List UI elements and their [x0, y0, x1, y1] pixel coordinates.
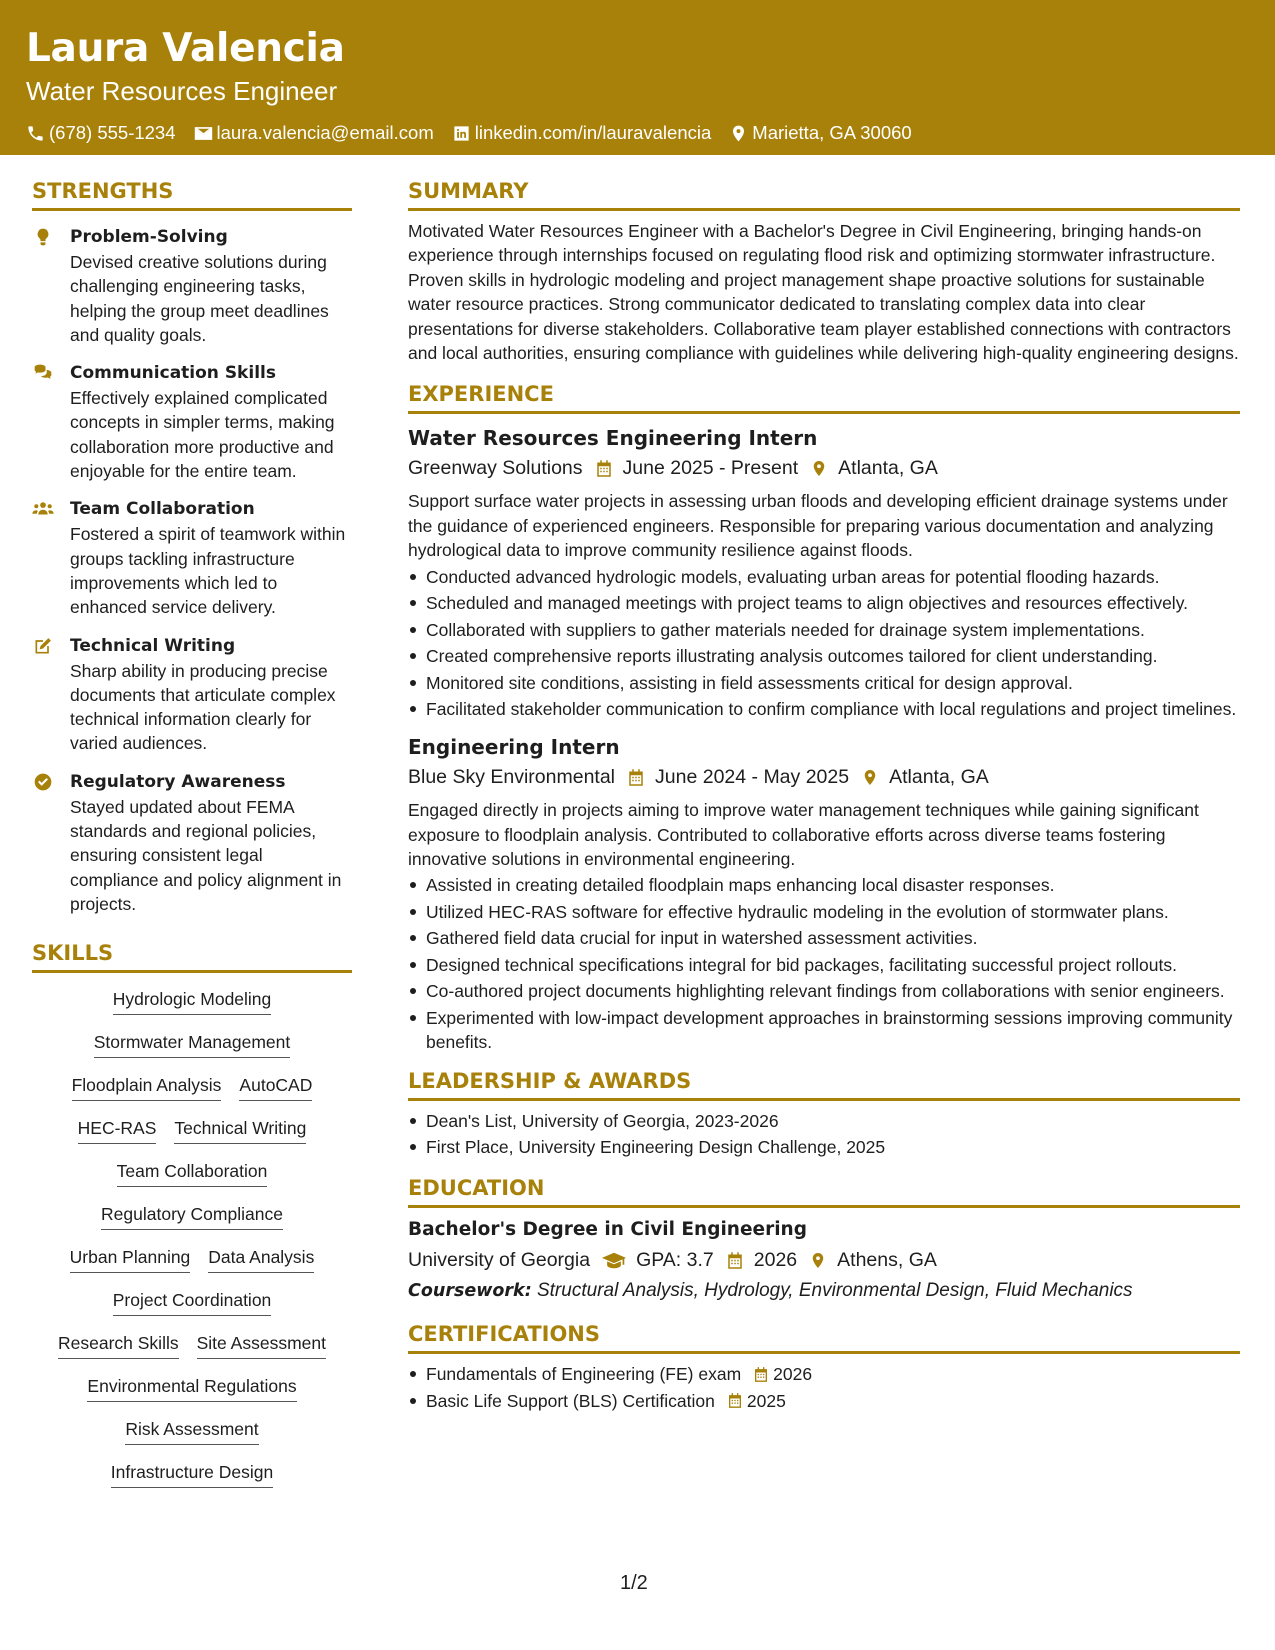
skills-heading: SKILLS	[32, 938, 352, 973]
list-item: Collaborated with suppliers to gather materials needed for drainage system implementations.	[408, 618, 1240, 642]
contact-email	[194, 122, 434, 144]
calendar-icon	[753, 1366, 769, 1383]
list-item: Monitored site conditions, assisting in field assessments critical for design approval.	[408, 671, 1240, 695]
edit-icon	[32, 636, 54, 656]
calendar-icon	[727, 1392, 743, 1409]
skill-tag: Research Skills	[58, 1331, 179, 1359]
skill-tag: Site Assessment	[197, 1331, 326, 1359]
check-circle-icon	[32, 772, 54, 792]
coursework-list: Structural Analysis, Hydrology, Environmental Design, Fluid Mechanics	[536, 1280, 1133, 1302]
skill-tag: Data Analysis	[208, 1245, 314, 1273]
list-item: Utilized HEC-RAS software for effective hydraulic modeling in the evolution of stormwater plans.	[408, 900, 1240, 924]
skill-tag: Hydrologic Modeling	[113, 987, 272, 1015]
location-pin-icon	[861, 768, 879, 787]
list-item: First Place, University Engineering Design Challenge, 2025	[408, 1135, 1240, 1159]
calendar-icon	[595, 459, 613, 478]
location-pin-icon	[729, 124, 748, 143]
strengths-heading: STRENGTHS	[32, 176, 352, 211]
linkedin-icon	[452, 124, 471, 143]
list-item: Assisted in creating detailed floodplain maps enhancing local disaster responses.	[408, 873, 1240, 897]
coursework	[408, 1277, 1240, 1305]
job-title: Engineering Intern	[408, 735, 620, 760]
list-item: Experimented with low-impact development approaches in brainstorming sessions improving community benefits.	[408, 1006, 1240, 1054]
job-description: Support surface water projects in assessing urban floods and developing efficient drainage systems under the guidance of experienced engineers. Responsible for preparing various documentation and analyzing hydrological data to improve community resilience against floods.	[408, 491, 1228, 561]
strength-title: Problem-Solving	[70, 227, 228, 247]
school-location: Athens, GA	[837, 1249, 937, 1272]
envelope-icon	[194, 124, 213, 143]
skill-tag: Environmental Regulations	[87, 1374, 296, 1402]
strength-item	[32, 361, 352, 483]
location-pin-icon	[809, 1251, 827, 1270]
skill-tag: HEC-RAS	[78, 1116, 157, 1144]
phone-text[interactable]: (678) 555-1234	[49, 122, 176, 143]
certification-year: 2026	[773, 1364, 813, 1385]
job-meta	[408, 762, 1240, 792]
strength-title: Regulatory Awareness	[70, 771, 286, 792]
job-bullets	[408, 565, 1240, 722]
list-item: Designed technical specifications integral for bid packages, facilitating successful project rollouts.	[408, 953, 1240, 977]
leadership-list	[408, 1109, 1240, 1160]
skills-list	[32, 987, 352, 1488]
job-meta	[408, 453, 1240, 483]
skill-tag: Stormwater Management	[94, 1030, 290, 1058]
list-item: Co-authored project documents highlighting relevant findings from collaborations with senior engineers.	[408, 979, 1240, 1003]
list-item: Facilitated stakeholder communication to confirm compliance with local regulations and project timelines.	[408, 697, 1240, 721]
coursework-label: Coursework:	[408, 1281, 532, 1302]
job-description: Engaged directly in projects aiming to improve water management techniques while gaining significant exposure to floodplain analysis. Contributed to collaborative efforts across diverse teams fostering innovative solutions in environmental engineering.	[408, 800, 1199, 869]
certification-name: Basic Life Support (BLS) Certification	[426, 1390, 715, 1411]
job-bullets	[408, 873, 1240, 1054]
certification-year: 2025	[746, 1390, 786, 1411]
right-column	[408, 176, 1240, 1415]
candidate-title: Water Resources Engineer	[26, 76, 338, 106]
summary-heading: SUMMARY	[408, 176, 1240, 211]
contact-linkedin	[452, 122, 712, 144]
job-entry	[408, 733, 1240, 1054]
skill-tag: Project Coordination	[113, 1288, 272, 1316]
page-number: 1/2	[620, 1572, 648, 1594]
list-item	[408, 1362, 1240, 1386]
contact-bar	[26, 122, 1275, 144]
job-dates: June 2025 - Present	[622, 457, 799, 480]
strength-title: Communication Skills	[70, 363, 276, 384]
skill-tag: Team Collaboration	[117, 1159, 268, 1187]
users-icon	[32, 499, 54, 519]
calendar-icon	[726, 1251, 744, 1270]
strength-description: Stayed updated about FEMA standards and regional policies, ensuring consistent legal compliance and policy alignment in projects.	[70, 796, 342, 914]
skill-tag: Floodplain Analysis	[72, 1073, 222, 1101]
summary-text: Motivated Water Resources Engineer with a Bachelor's Degree in Civil Engineering, bringing hands-on experience through internships focused on regulating flood risk and optimizing stormwater infrastructure. Proven skills in hydrologic modeling and project management shape proactive solutions for sustainable water resource practices. Strong communicator dedicated to translating complex data into clear presentations for diverse stakeholders. Collaborative team player established connections with contractors and local authorities, ensuring compliance with guidelines while delivering high-quality engineering designs.	[408, 221, 1239, 364]
education-heading: EDUCATION	[408, 1173, 1240, 1208]
strength-item	[32, 634, 352, 756]
strength-title: Team Collaboration	[70, 499, 255, 520]
strength-description: Effectively explained complicated concepts in simpler terms, making collaboration more productive and enjoyable for the entire team.	[70, 388, 335, 482]
phone-icon	[26, 124, 45, 143]
education-entry	[408, 1216, 1240, 1305]
strength-title: Technical Writing	[70, 635, 236, 656]
calendar-icon	[627, 768, 645, 787]
job-dates: June 2024 - May 2025	[655, 766, 850, 789]
list-item: Scheduled and managed meetings with project teams to align objectives and resources effectively.	[408, 591, 1240, 615]
job-entry	[408, 424, 1240, 721]
skill-tag: Urban Planning	[70, 1245, 191, 1273]
education-meta	[408, 1245, 1240, 1275]
skill-tag: AutoCAD	[239, 1073, 312, 1101]
certifications-heading: CERTIFICATIONS	[408, 1319, 1240, 1354]
graduation-year: 2026	[753, 1249, 798, 1272]
location-pin-icon	[810, 459, 828, 478]
degree-title: Bachelor's Degree in Civil Engineering	[408, 1219, 807, 1241]
resume-header	[0, 0, 1275, 155]
skill-tag: Infrastructure Design	[111, 1460, 273, 1488]
job-title: Water Resources Engineering Intern	[408, 426, 818, 451]
left-column	[32, 176, 352, 1503]
gpa: GPA: 3.7	[636, 1249, 714, 1272]
lightbulb-icon	[32, 227, 54, 247]
candidate-name: Laura Valencia	[26, 26, 345, 71]
location-text: Marietta, GA 30060	[752, 122, 912, 143]
strength-description: Sharp ability in producing precise documents that articulate complex technical information clearly for varied audiences.	[70, 660, 336, 754]
list-item: Created comprehensive reports illustrating analysis outcomes tailored for client understanding.	[408, 644, 1240, 668]
contact-phone	[26, 122, 176, 144]
job-location: Atlanta, GA	[889, 766, 989, 789]
strength-item	[32, 225, 352, 347]
skill-tag: Regulatory Compliance	[101, 1202, 283, 1230]
company-name: Greenway Solutions	[408, 457, 583, 480]
contact-location	[729, 122, 911, 144]
skill-tag: Risk Assessment	[125, 1417, 258, 1445]
list-item	[408, 1389, 1240, 1413]
list-item: Conducted advanced hydrologic models, evaluating urban areas for potential flooding hazards.	[408, 565, 1240, 589]
experience-heading: EXPERIENCE	[408, 379, 1240, 414]
school-name: University of Georgia	[408, 1249, 591, 1272]
certification-name: Fundamentals of Engineering (FE) exam	[426, 1364, 742, 1385]
strength-item	[32, 770, 352, 916]
strength-description: Fostered a spirit of teamwork within groups tackling infrastructure improvements which led to enhanced service delivery.	[70, 524, 346, 618]
list-item: Gathered field data crucial for input in watershed assessment activities.	[408, 926, 1240, 950]
company-name: Blue Sky Environmental	[408, 766, 616, 789]
strength-item	[32, 497, 352, 619]
email-link[interactable]: laura.valencia@email.com	[216, 122, 434, 143]
skill-tag: Technical Writing	[174, 1116, 306, 1144]
certifications-list	[408, 1362, 1240, 1413]
linkedin-link[interactable]: linkedin.com/in/lauravalencia	[474, 122, 712, 143]
strength-description: Devised creative solutions during challenging engineering tasks, helping the group meet deadlines and quality goals.	[70, 252, 329, 345]
leadership-heading: LEADERSHIP & AWARDS	[408, 1066, 1240, 1101]
job-location: Atlanta, GA	[838, 457, 938, 480]
chat-bubbles-icon	[32, 363, 54, 383]
list-item: Dean's List, University of Georgia, 2023-2026	[408, 1109, 1240, 1133]
graduation-cap-icon	[602, 1251, 626, 1270]
